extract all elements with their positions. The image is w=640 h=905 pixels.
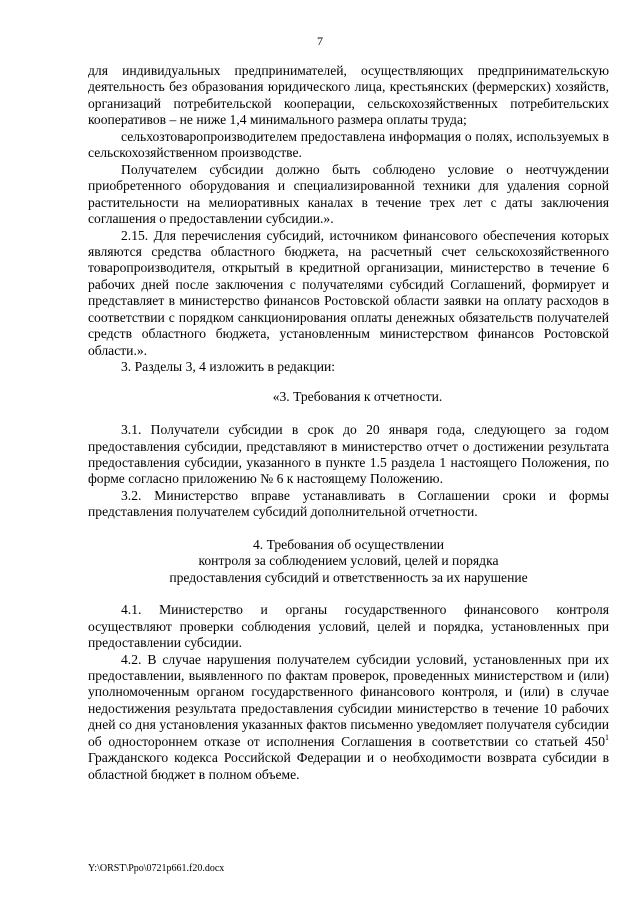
paragraph-4-2: [88, 652, 609, 784]
paragraph-income-threshold: для индивидуальных предпринимателей, осуществляющих предпринимательскую деятельность без образования юридического лица, крестьянских (фермерских) хозяйств, организаций потребительской кооперации, сельскохозяйственных потребительских кооперативов – не ниже 1,4 минимального размера оплаты труда;: [88, 63, 609, 128]
section-4-heading-line: 4. Требования об осуществлении: [253, 536, 444, 552]
paragraph-4-2-text-end: Гражданского кодекса Российской Федерации и о необходимости возврата субсидии в областной бюджет в полном объеме.: [88, 750, 609, 782]
paragraph-4-2-text: 4.2. В случае нарушения получателем субсидии условий, установленных при их предоставлении, выявленного по фактам проверок, проведенных министерством и (или) уполномоченным органом государственного финансового контроля, и (или) в случае недостижения результата предоставления субсидии министерство в течение 10 рабочих дней со дня установления указанных фактов письменно уведомляет получателя субсидии об одностороннем отказе от исполнения Соглашения в соответствии со статьей 450: [88, 651, 609, 749]
paragraph-2-15: 2.15. Для перечисления субсидий, источником финансового обеспечения которых являются средства областного бюджета, на расчетный счет сельскохозяйственного товаропроизводителя, открытый в кредитной организации, министерство в течение 6 рабочих дней после заключения с получателями субсидий Соглашений, формирует и представляет в министерство финансов Ростовской области заявки на оплату расходов в соответствии с порядком санкционирования оплаты денежных обязательств получателей средств областного бюджета, установленным министерством финансов Ростовской области.».: [88, 227, 609, 358]
section-4-heading-line: предоставления субсидий и ответственность за их нарушение: [169, 569, 528, 585]
section-4-heading-line: контроля за соблюдением условий, целей и порядка: [198, 553, 499, 569]
paragraph-sections-amendment: 3. Разделы 3, 4 изложить в редакции:: [121, 359, 336, 375]
paragraph-fields-info: сельхозтоваропроизводителем предоставлена информация о полях, используемых в сельскохозяйственном производстве.: [88, 128, 609, 161]
document-body: [88, 63, 609, 783]
page-number: 7: [317, 34, 323, 48]
article-superscript: 1: [605, 732, 609, 742]
section-4-heading: [88, 537, 609, 586]
footer-file-path: Y:\ORST\Ppo\0721p661.f20.docx: [88, 863, 225, 874]
paragraph-4-1: 4.1. Министерство и органы государственного финансового контроля осуществляют проверки соблюдения условий, целей и порядка, установленных при предоставлении субсидии.: [88, 602, 609, 651]
paragraph-3-1: 3.1. Получатели субсидии в срок до 20 января года, следующего за годом предоставления субсидии, представляют в министерство отчет о достижении результата предоставления субсидии, указанного в пункте 1.5 раздела 1 настоящего Положения, по форме согласно приложению № 6 к настоящему Положению.: [88, 422, 609, 487]
section-3-heading: «3. Требования к отчетности.: [272, 388, 443, 404]
paragraph-3-2: 3.2. Министерство вправе устанавливать в Соглашении сроки и формы представления получателем субсидий дополнительной отчетности.: [88, 487, 609, 520]
paragraph-non-alienation: Получателем субсидии должно быть соблюдено условие о неотчуждении приобретенного оборудования и специализированной техники для удаления сорной растительности на мелиоративных каналах в течение трех лет с даты заключения соглашения о предоставлении субсидии.».: [88, 161, 609, 227]
